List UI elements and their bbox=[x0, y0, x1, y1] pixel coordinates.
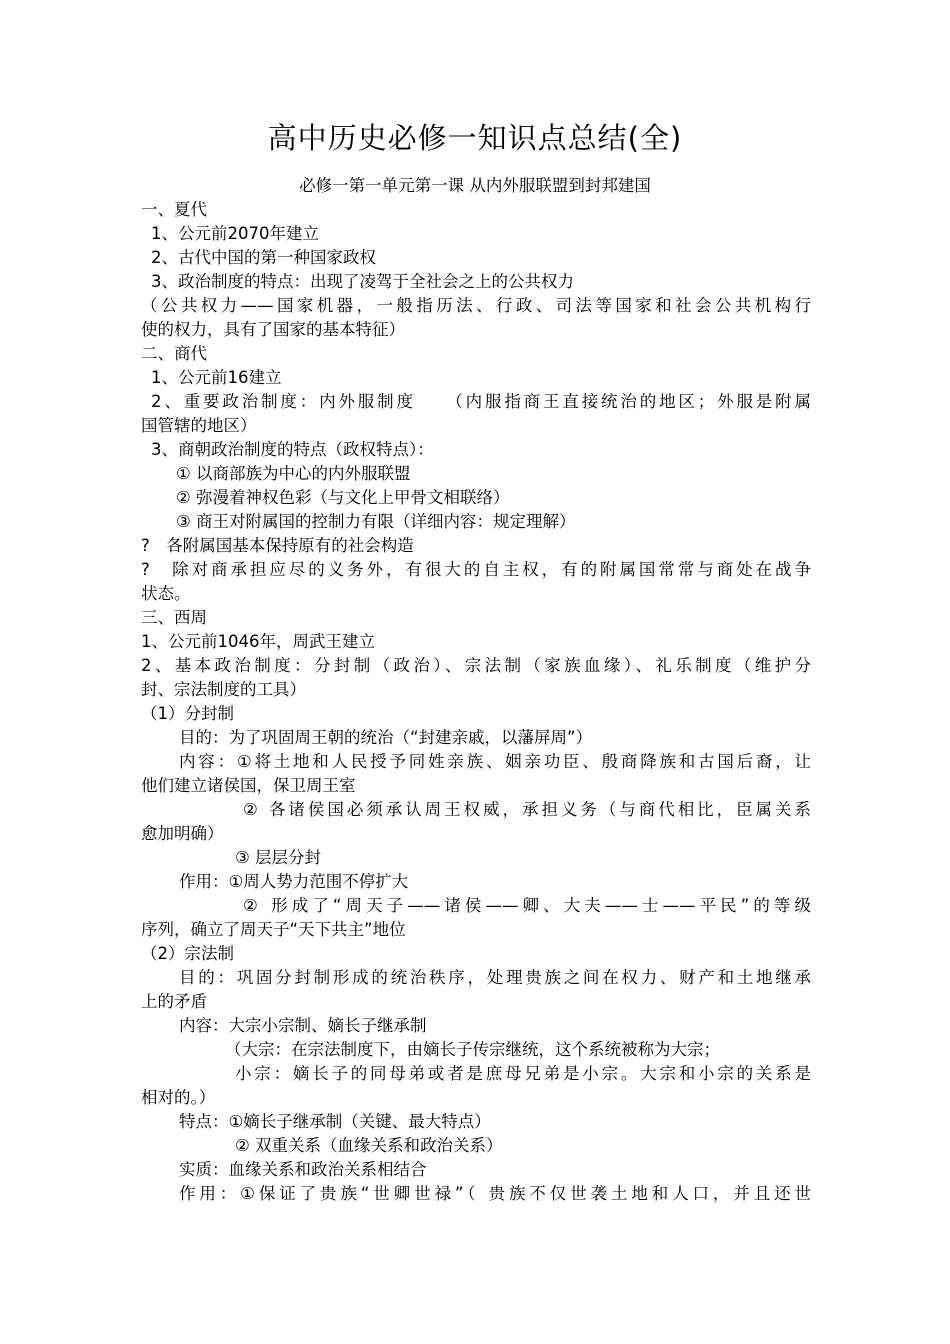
text-line: 序列，确立了周天子“天下共主”地位 bbox=[141, 920, 406, 939]
document-body bbox=[141, 198, 811, 1206]
text-line: （大宗：在宗法制度下，由嫡长子传宗继统，这个系统被称为大宗； bbox=[225, 1040, 720, 1059]
text-line: （2）宗法制 bbox=[141, 944, 234, 963]
text-line: ② 双重关系（血缘关系和政治关系） bbox=[235, 1136, 503, 1155]
text-line: 3、商朝政治制度的特点（政权特点）： bbox=[151, 440, 434, 459]
text-line: ② 各诸侯国必须承认周王权威，承担义务（与商代相比，臣属关系 bbox=[243, 800, 811, 819]
text-line: 特点：①嫡长子继承制（关键、最大特点） bbox=[179, 1112, 491, 1131]
text-line: 目的：为了巩固周王朝的统治（“封建亲戚，以藩屏周”） bbox=[179, 728, 593, 747]
text-line: 内容：大宗小宗制、嫡长子继承制 bbox=[179, 1016, 427, 1035]
text-line: 2、古代中国的第一种国家政权 bbox=[151, 248, 376, 267]
text-line: 小宗：嫡长子的同母弟或者是庶母兄弟是小宗。大宗和小宗的关系是 bbox=[235, 1064, 811, 1083]
text-line: 作用：①保证了贵族“世卿世禄”（ 贵族不仅世袭土地和人口，并且还世 bbox=[179, 1184, 811, 1203]
text-line: （公共权力——国家机器，一般指历法、行政、司法等国家和社会公共机构行 bbox=[141, 296, 811, 315]
text-line: 内容：①将土地和人民授予同姓亲族、姻亲功臣、殷商降族和古国后裔，让 bbox=[179, 752, 811, 771]
text-line: 2、重要政治制度：内外服制度 （内服指商王直接统治的地区；外服是附属 bbox=[151, 392, 811, 411]
text-line: 上的矛盾 bbox=[141, 992, 207, 1011]
text-line: 三、西周 bbox=[141, 608, 207, 627]
text-line: 1、公元前16建立 bbox=[151, 368, 282, 387]
text-line: ③ 层层分封 bbox=[235, 848, 322, 867]
text-line: 实质：血缘关系和政治关系相结合 bbox=[179, 1160, 427, 1179]
text-line: 相对的。） bbox=[141, 1088, 216, 1107]
text-line: 2、基本政治制度：分封制（政治）、宗法制（家族血缘）、礼乐制度（维护分 bbox=[141, 656, 811, 675]
text-line: 作用：①周人势力范围不停扩大 bbox=[179, 872, 409, 891]
text-line: ① 以商部族为中心的内外服联盟 bbox=[176, 464, 411, 483]
text-line: ② 形成了“周天子——诸侯——卿、大夫——士——平民”的等级 bbox=[243, 896, 811, 915]
text-line: 国管辖的地区） bbox=[141, 416, 257, 435]
text-line: 状态。 bbox=[141, 584, 191, 603]
text-line: ③ 商王对附属国的控制力有限（详细内容：规定理解） bbox=[176, 512, 576, 531]
document-subtitle: 必修一第一单元第一课 从内外服联盟到封邦建国 bbox=[299, 176, 651, 195]
text-line: 目的：巩固分封制形成的统治秩序，处理贵族之间在权力、财产和土地继承 bbox=[179, 968, 811, 987]
text-line: 封、宗法制度的工具） bbox=[141, 680, 306, 699]
text-line: 1、公元前2070年建立 bbox=[151, 224, 319, 243]
text-line: 愈加明确） bbox=[141, 824, 224, 843]
text-line: ② 弥漫着神权色彩（与文化上甲骨文相联络） bbox=[176, 488, 510, 507]
text-line: ? 各附属国基本保持原有的社会构造 bbox=[141, 536, 414, 555]
text-line: 他们建立诸侯国，保卫周王室 bbox=[141, 776, 356, 795]
text-line: 使的权力，具有了国家的基本特征） bbox=[141, 320, 405, 339]
text-line: 1、公元前1046年，周武王建立 bbox=[141, 632, 375, 651]
text-line: 二、商代 bbox=[141, 344, 207, 363]
text-line: 一、夏代 bbox=[141, 200, 207, 219]
text-line: （1）分封制 bbox=[141, 704, 234, 723]
text-line: ? 除对商承担应尽的义务外，有很大的自主权，有的附属国常常与商处在战争 bbox=[141, 560, 811, 579]
text-line: 3、政治制度的特点：出现了凌驾于全社会之上的公共权力 bbox=[151, 272, 574, 291]
document-title: 高中历史必修一知识点总结(全) bbox=[267, 121, 683, 155]
